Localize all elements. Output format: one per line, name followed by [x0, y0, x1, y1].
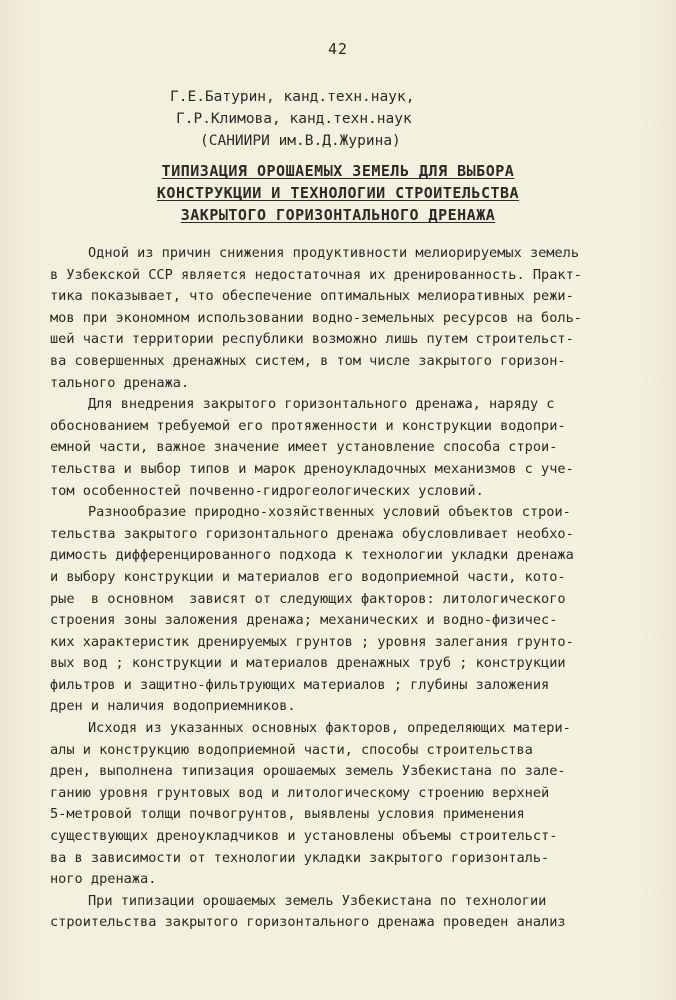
title-line: ЗАКРЫТОГО ГОРИЗОНТАЛЬНОГО ДРЕНАЖА [180, 206, 496, 224]
text-line: алы и конструкцию водоприемной части, способы строительства [50, 741, 533, 758]
text-line: ких характеристик дренируемых грунтов ; уровня залегания грунто- [50, 633, 574, 650]
text-line: При типизации орошаемых земель Узбекистана по технологии [88, 892, 547, 909]
article-title [0, 160, 676, 226]
text-line: рые в основном зависят от следующих факторов: литологического [50, 590, 566, 607]
text-line: ганию уровня грунтовых вод и литологическому строению верхней [50, 784, 550, 801]
text-line: существующих дреноукладчиков и установлены объемы строительст- [50, 828, 558, 845]
text-line: строения зоны заложения дренажа; механических и водно-физичес- [50, 612, 558, 629]
text-line: ва совершенных дренажных систем, в том числе закрытого горизон- [50, 352, 566, 369]
text-line: 5-метровой толщи почвогрунтов, выявлены условия применения [50, 806, 525, 823]
authors-block [150, 86, 550, 152]
text-line: фильтров и защитно-фильтрующих материалов ; глубины заложения [50, 676, 550, 693]
text-line: строительства закрытого горизонтального дренажа проведен анализ [50, 914, 566, 931]
author-line: Г.Р.Климова, канд.техн.наук [176, 111, 412, 127]
text-line: мов при экономном использовании водно-земельных ресурсов на боль- [50, 309, 582, 326]
text-line: Для внедрения закрытого горизонтального дренажа, наряду с [88, 396, 555, 413]
text-line: обоснованием требуемой его протяженности и конструкции водопри- [50, 417, 566, 434]
text-line: Одной из причин снижения продуктивности мелиорируемых земель [88, 245, 580, 261]
text-line: ного дренажа. [50, 871, 157, 888]
text-line: тельства закрытого горизонтального дренажа обусловливает необхо- [50, 525, 574, 542]
text-line: ва в зависимости от технологии укладки закрытого горизонталь- [50, 849, 550, 866]
article-body [50, 243, 630, 934]
text-line: тального дренажа. [50, 374, 190, 391]
text-line: дрен и наличия водоприемников. [50, 698, 296, 715]
text-line: дрен, выполнена типизация орошаемых земель Узбекистана по зале- [50, 763, 566, 780]
paragraph [50, 718, 630, 891]
text-line: димость дифференцированного подхода к технологии укладки дренажа [50, 547, 574, 564]
paragraph [50, 243, 630, 394]
affiliation-line: (САНИИРИ им.В.Д.Журина) [200, 133, 401, 149]
text-line: том особенностей почвенно-гидрогеологических условий. [50, 482, 484, 499]
text-line: вых вод ; конструкции и материалов дренажных труб ; конструкции [50, 655, 566, 672]
text-line: в Узбекской ССР является недостаточная их дренированность. Практ- [50, 266, 582, 283]
text-line: тельства и выбор типов и марок дреноукладочных механизмов с уче- [50, 460, 574, 477]
text-line: Исходя из указанных основных факторов, определяющих матери- [88, 720, 571, 737]
paragraph [50, 891, 630, 934]
text-line: тика показывает, что обеспечение оптимальных мелиоративных режи- [50, 288, 574, 305]
title-line: ТИПИЗАЦИЯ ОРОШАЕМЫХ ЗЕМЕЛЬ ДЛЯ ВЫБОРА [161, 162, 515, 180]
page-number: 42 [327, 40, 349, 58]
text-line: и выбору конструкции и материалов его водоприемной части, кото- [50, 568, 566, 585]
text-line: Разнообразие природно-хозяйственных условий объектов строи- [88, 504, 571, 521]
title-line: КОНСТРУКЦИИ И ТЕХНОЛОГИИ СТРОИТЕЛЬСТВА [156, 184, 520, 202]
text-line: шей части территории республики возможно лишь путем строительст- [50, 331, 574, 348]
text-line: емной части, важное значение имеет установление способа строи- [50, 439, 558, 456]
author-line: Г.Е.Батурин, канд.техн.наук, [170, 89, 415, 105]
paragraph [50, 394, 630, 502]
paragraph [50, 502, 630, 718]
